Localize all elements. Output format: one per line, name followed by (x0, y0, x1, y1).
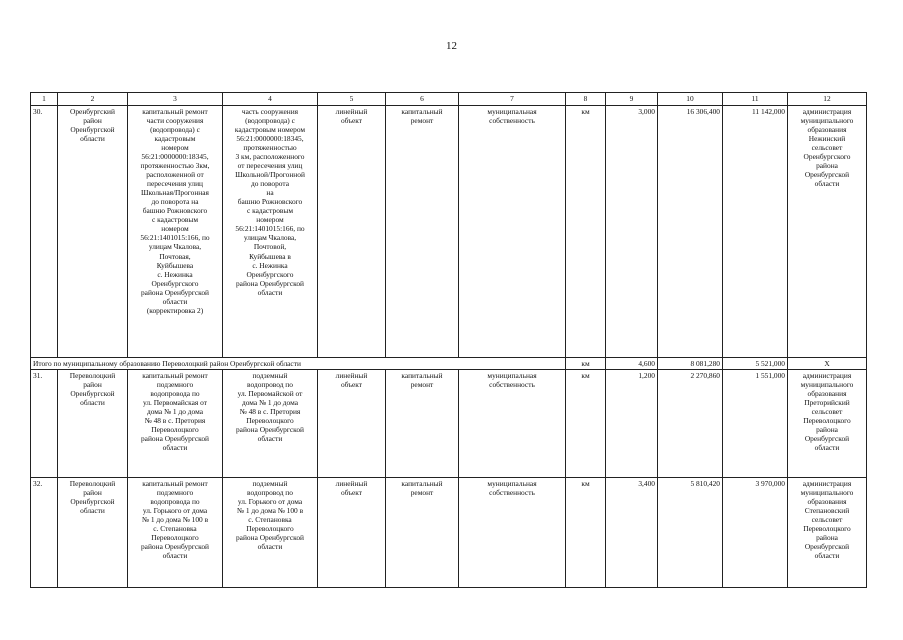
row-number: 32. (31, 478, 58, 588)
type-cell: линейный объект (318, 370, 386, 478)
column-header: 5 (318, 93, 386, 106)
cost-cell: 5 810,420 (658, 478, 723, 588)
type-cell: линейный объект (318, 478, 386, 588)
work-cell: капитальный ремонт подземного водопровода по ул. Первомайская от дома № 1 до дома № 48 в с. Претория Переволоцкого района Оренбургской области (128, 370, 223, 478)
row-number: 30. (31, 106, 58, 358)
total-label: Итого по муниципальному образованию Переволоцкий район Оренбургской области (31, 358, 566, 370)
column-header: 7 (459, 93, 566, 106)
kind-cell: капитальный ремонт (386, 478, 459, 588)
unit-cell: км (566, 478, 606, 588)
district-cell: Переволоцкий район Оренбургской области (58, 370, 128, 478)
total-length: 4,600 (606, 358, 658, 370)
cost-cell: 2 270,860 (658, 370, 723, 478)
recipient-cell: администрация муниципального образования Нежинский сельсовет Оренбургского района Оренбургской области (788, 106, 867, 358)
ownership-cell: муниципальная собственность (459, 478, 566, 588)
table-row (31, 478, 867, 588)
object-cell: подземный водопровод по ул. Горького от дома № 1 до дома № 100 в с. Степановка Переволоцкого района Оренбургской области (223, 478, 318, 588)
kind-cell: капитальный ремонт (386, 106, 459, 358)
unit-cell: км (566, 106, 606, 358)
column-header: 4 (223, 93, 318, 106)
column-header: 2 (58, 93, 128, 106)
column-header: 1 (31, 93, 58, 106)
total-row (31, 358, 867, 370)
recipient-cell: администрация муниципального образования Преторийский сельсовет Переволоцкого района Оренбургской области (788, 370, 867, 478)
cost-cell: 16 306,400 (658, 106, 723, 358)
page-number: 12 (446, 40, 457, 52)
recipient-cell: администрация муниципального образования Степановский сельсовет Переволоцкого района Оренбургской области (788, 478, 867, 588)
subsidy-cell: 1 551,000 (723, 370, 788, 478)
subsidy-cell: 3 970,000 (723, 478, 788, 588)
header-row (31, 93, 867, 106)
length-cell: 3,400 (606, 478, 658, 588)
unit-cell: км (566, 370, 606, 478)
kind-cell: капитальный ремонт (386, 370, 459, 478)
table-row (31, 106, 867, 358)
length-cell: 3,000 (606, 106, 658, 358)
column-header: 10 (658, 93, 723, 106)
column-header: 12 (788, 93, 867, 106)
length-cell: 1,200 (606, 370, 658, 478)
column-header: 9 (606, 93, 658, 106)
total-cost: 8 081,280 (658, 358, 723, 370)
subsidy-cell: 11 142,000 (723, 106, 788, 358)
column-header: 3 (128, 93, 223, 106)
object-cell: подземный водопровод по ул. Первомайской от дома № 1 до дома № 48 в с. Претория Переволоцкого района Оренбургской области (223, 370, 318, 478)
row-number: 31. (31, 370, 58, 478)
type-cell: линейный объект (318, 106, 386, 358)
register-table (30, 92, 867, 588)
total-subsidy: 5 521,000 (723, 358, 788, 370)
ownership-cell: муниципальная собственность (459, 106, 566, 358)
district-cell: Оренбургский район Оренбургской области (58, 106, 128, 358)
work-cell: капитальный ремонт подземного водопровода по ул. Горького от дома № 1 до дома № 100 в с. Степановка Переволоцкого района Оренбургской области (128, 478, 223, 588)
column-header: 11 (723, 93, 788, 106)
column-header: 8 (566, 93, 606, 106)
total-recipient: X (788, 358, 867, 370)
ownership-cell: муниципальная собственность (459, 370, 566, 478)
district-cell: Переволоцкий район Оренбургской области (58, 478, 128, 588)
column-header: 6 (386, 93, 459, 106)
work-cell: капитальный ремонт части сооружения (водопровода) с кадастровым номером 56:21:0000000:18345, протяженностью 3км, расположенной от пересечения улиц Школьная/Прогонная до поворота на башню Рожновского с кадастровым номером 56:21:1401015:166, по улицам Чкалова, Почтовая, Куйбышева с. Нежинка Оренбургского района Оренбургской области (корректировка 2) (128, 106, 223, 358)
object-cell: часть сооружения (водопровода) с кадастровым номером 56:21:0000000:18345, протяженностью 3 км, расположенного от пересечения улиц Школьной/Прогонной до поворота на башню Рожновского с кадастровым номером 56:21:1401015:166, по улицам Чкалова, Почтовой, Куйбышева в с. Нежинка Оренбургского района Оренбургской области (223, 106, 318, 358)
table-row (31, 370, 867, 478)
total-unit: км (566, 358, 606, 370)
